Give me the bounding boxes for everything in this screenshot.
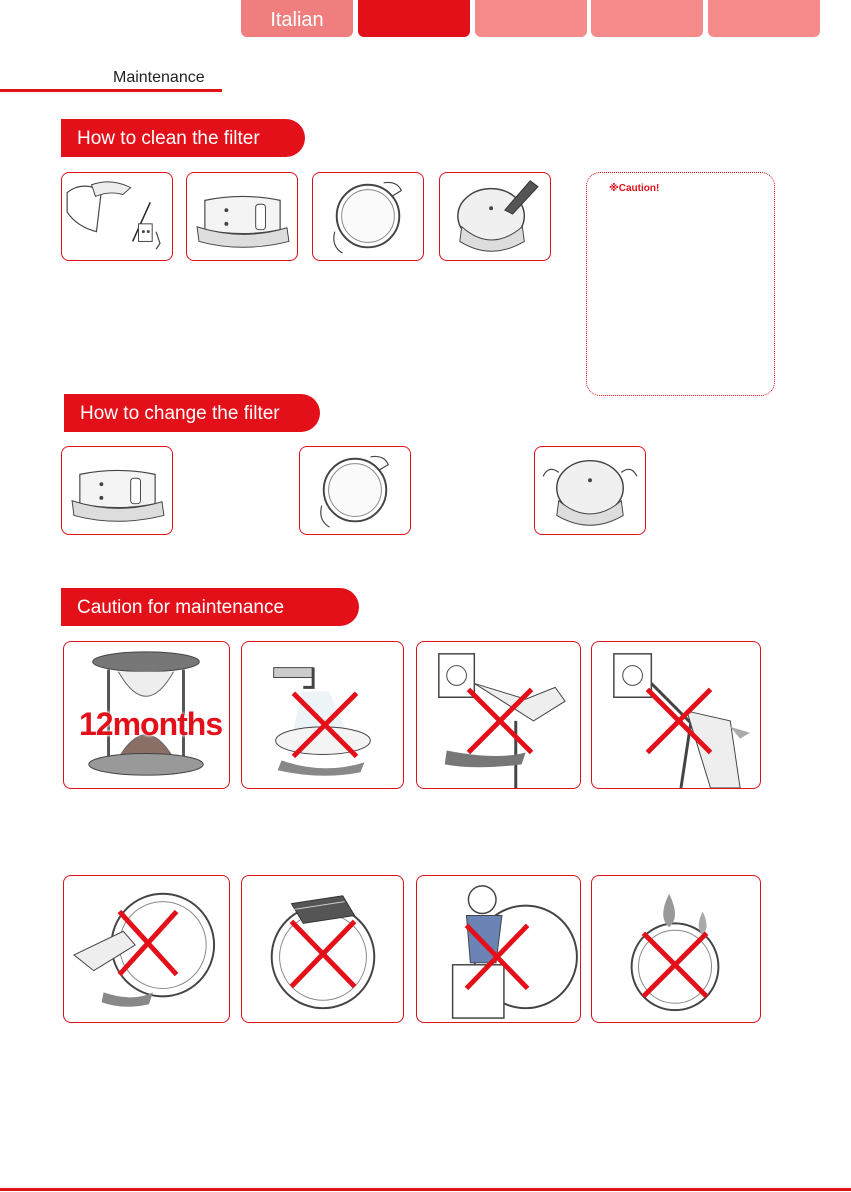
change-filter-heading: How to change the filter [64,394,320,432]
no-wet-hands-icon [417,642,580,788]
caution-image-4 [591,641,761,789]
filter-ring-icon [313,173,423,260]
clean-filter-heading: How to clean the filter [61,119,305,157]
language-tab-2[interactable] [358,0,470,37]
bottom-rule [0,1188,851,1191]
filter-ring-icon [300,447,410,534]
period-label: 12months [79,706,223,742]
language-tab-5[interactable] [708,0,820,37]
caution-image-7 [416,875,581,1023]
change-step-3 [534,446,646,535]
filter-unit-icon [62,447,172,534]
caution-maintenance-heading: Caution for maintenance [61,588,359,626]
filter-unit-icon [187,173,297,260]
vacuum-clean-icon [535,447,645,534]
caution-note [586,172,775,396]
no-spill-icon [64,876,229,1022]
change-step-2 [299,446,411,535]
caution-label: ※Caution! [609,183,660,194]
no-water-icon [242,642,403,788]
vacuum-clean-icon [440,173,550,260]
language-tab-4[interactable] [591,0,703,37]
caution-image-3 [416,641,581,789]
language-tab-3[interactable] [475,0,587,37]
caution-image-6 [241,875,404,1023]
title-underline [0,89,222,92]
page-title: Maintenance [113,69,205,86]
clean-step-4 [439,172,551,261]
caution-image-5 [63,875,230,1023]
caution-image-8 [591,875,761,1023]
clean-step-1 [61,172,173,261]
caution-image-1 [63,641,230,789]
language-tab-italian[interactable]: Italian [241,0,353,37]
unplug-icon [62,173,172,260]
no-pull-cord-icon [592,642,760,788]
no-objects-icon [242,876,403,1022]
change-step-1 [61,446,173,535]
no-climb-icon [417,876,580,1022]
caution-image-2 [241,641,404,789]
clean-step-3 [312,172,424,261]
clean-step-2 [186,172,298,261]
no-moisture-icon [592,876,760,1022]
